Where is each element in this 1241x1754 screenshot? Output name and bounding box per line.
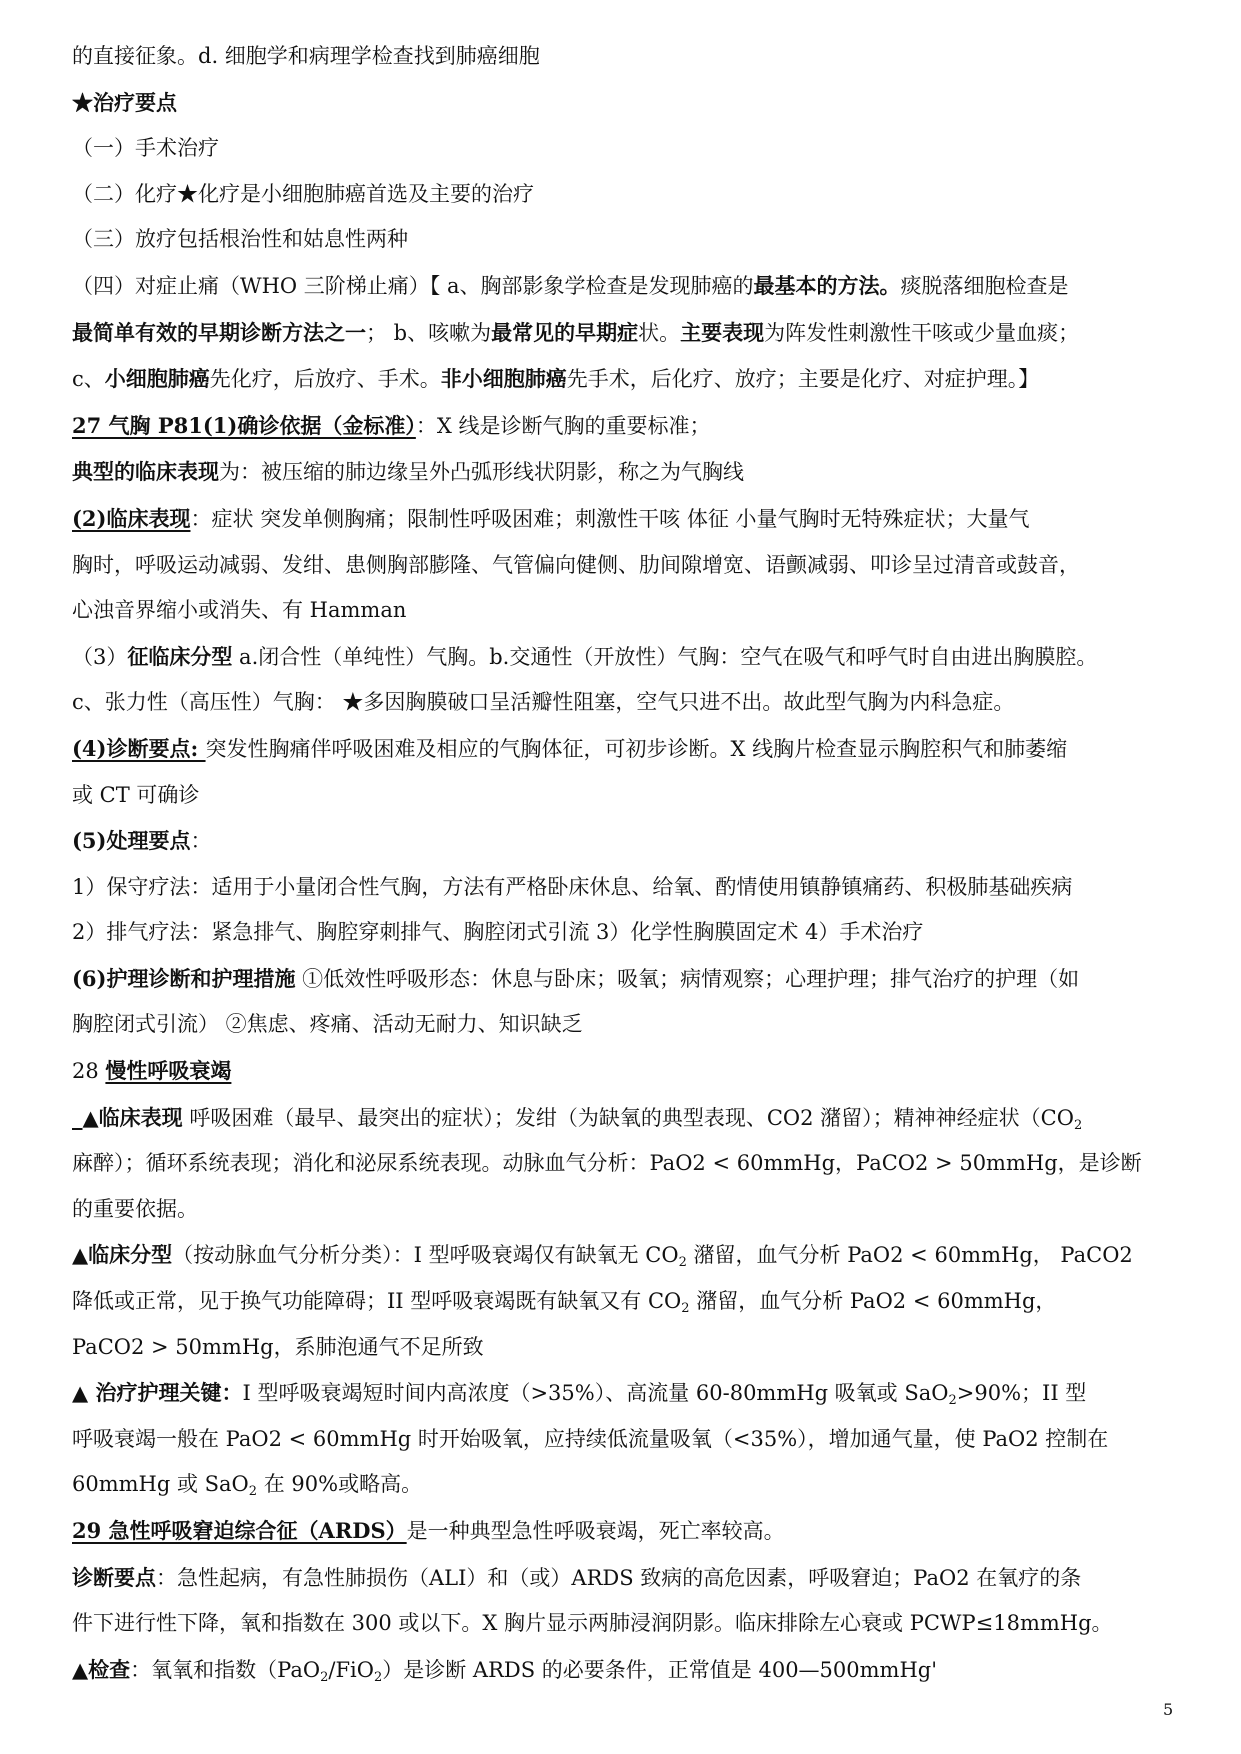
- emphasis-text: 非小细胞肺癌: [440, 366, 567, 392]
- text-segment: I 型呼吸衰竭短时间内高浓度（>35%）、高流量 60-80mmHg 吸氧或 SaO: [242, 1381, 949, 1406]
- emphasis-text: 征临床分型: [127, 643, 233, 669]
- emphasis-text: 27 气胸 P81(1)确诊依据（金标准）: [72, 412, 416, 438]
- text-segment: 或 CT 可确诊: [72, 782, 200, 807]
- text-line: [72, 1325, 1180, 1371]
- text-segment: /FiO: [328, 1657, 374, 1682]
- text-segment: 60mmHg 或 SaO: [72, 1472, 249, 1497]
- text-segment: 潴留，血气分析 PaO2 < 60mmHg， PaCO2: [686, 1243, 1133, 1268]
- text-segment: PaCO2 > 50mmHg，系肺泡通气不足所致: [72, 1334, 484, 1359]
- text-segment: 先手术，后化疗、放疗；主要是化疗、对症护理。】: [566, 367, 1040, 392]
- text-line: [72, 449, 1180, 496]
- text-segment: 为阵发性刺激性干咳或少量血痰；: [764, 320, 1080, 345]
- text-segment: c、: [72, 367, 105, 392]
- text-line: [72, 726, 1180, 773]
- subscript: 2: [948, 1393, 957, 1409]
- text-line: [72, 1647, 1180, 1694]
- subscript: 2: [373, 1669, 383, 1685]
- emphasis-text: 典型的临床表现: [72, 459, 219, 485]
- text-segment: 突发性胸痛伴呼吸困难及相应的气胸体征，可初步诊断。X 线胸片检查显示胸腔积气和肺萎缩: [205, 736, 1068, 761]
- subscript: 2: [248, 1484, 258, 1500]
- text-segment: （一）手术治疗: [72, 136, 219, 161]
- text-segment: 2）排气疗法：紧急排气、胸腔穿刺排气、胸腔闭式引流 3）化学性胸膜固定术 4）手术治疗: [72, 920, 924, 945]
- page-number: 5: [1163, 1700, 1174, 1719]
- emphasis-text: 29 急性呼吸窘迫综合征（ARDS）: [72, 1518, 407, 1543]
- text-segment: ）是诊断 ARDS 的必要条件，正常值是 400—500mmHg': [382, 1657, 937, 1682]
- text-segment: 心浊音界缩小或消失、有 Hamman: [72, 598, 407, 623]
- text-line: [72, 496, 1180, 543]
- text-line: [72, 1279, 1180, 1325]
- text-line: [72, 818, 1180, 865]
- emphasis-text: ▲临床分型: [72, 1242, 173, 1268]
- emphasis-text: (2)临床表现: [72, 505, 191, 531]
- text-line: [72, 80, 1180, 127]
- text-line: [72, 1232, 1180, 1279]
- text-segment: ：急性起病，有急性肺损伤（ALI）和（或）ARDS 致病的高危因素，呼吸窘迫；PaO2 在氧疗的条: [156, 1565, 1082, 1590]
- text-segment: a.闭合性（单纯性）气胸。b.交通性（开放性）气胸：空气在吸气和呼气时自由进出胸膜腔。: [232, 644, 1098, 669]
- emphasis-text: 小细胞肺癌: [104, 366, 210, 392]
- emphasis-text: 最基本的方法。: [753, 272, 901, 298]
- text-line: [72, 126, 1180, 172]
- text-segment: 胸腔闭式引流） ②焦虑、疼痛、活动无耐力、知识缺乏: [72, 1012, 583, 1037]
- subscript: 2: [678, 1255, 687, 1271]
- text-segment: （二）化疗★化疗是小细胞肺癌首选及主要的治疗: [72, 181, 534, 206]
- text-line: [72, 956, 1180, 1003]
- text-segment: （三）放疗包括根治性和姑息性两种: [72, 227, 408, 252]
- text-line: [72, 1002, 1180, 1048]
- text-segment: 麻醉）；循环系统表现；消化和泌尿系统表现。动脉血气分析：PaO2 < 60mmHg，PaCO2 > 50mmHg，是诊断: [72, 1151, 1142, 1176]
- text-segment: ：氧氧和指数（PaO: [130, 1657, 321, 1682]
- text-segment: （按动脉血气分析分类）：I 型呼吸衰竭仅有缺氧无 CO: [172, 1243, 679, 1268]
- emphasis-text: 最简单有效的早期诊断方法之一: [72, 319, 366, 345]
- text-segment: 1）保守疗法：适用于小量闭合性气胸，方法有严格卧床休息、给氧、酌情使用镇静镇痛药、积极肺基础疾病: [72, 874, 1073, 899]
- emphasis-text: ▲ 治疗护理关键：: [72, 1380, 243, 1406]
- text-line: [72, 1462, 1180, 1508]
- text-segment: ①低效性呼吸形态：休息与卧床；吸氧；病情观察；心理护理；排气治疗的护理（如: [295, 966, 1080, 991]
- text-segment: 为：被压缩的肺边缘呈外凸弧形线状阴影，称之为气胸线: [219, 460, 744, 485]
- text-segment: 状。: [638, 320, 681, 345]
- emphasis-text: 诊断要点: [72, 1564, 156, 1590]
- subscript: 2: [320, 1669, 329, 1685]
- text-line: [72, 543, 1180, 589]
- text-segment: >90%；II 型: [956, 1381, 1087, 1406]
- text-line: [72, 1417, 1180, 1463]
- text-segment: 胸时，呼吸运动减弱、发绀、患侧胸部膨隆、气管偏向健侧、肋间隙增宽、语颤减弱、叩诊呈过清音或鼓音，: [72, 552, 1080, 577]
- emphasis-text: 慢性呼吸衰竭: [105, 1058, 232, 1084]
- emphasis-text: (5)处理要点: [72, 828, 191, 854]
- text-segment: 潴留，血气分析 PaO2 < 60mmHg，: [689, 1289, 1057, 1314]
- text-line: [72, 865, 1180, 911]
- text-segment: 痰脱落细胞检查是: [900, 273, 1069, 298]
- emphasis-text: ★治疗要点: [72, 89, 177, 115]
- text-segment: ； b、咳嗽为: [366, 320, 492, 345]
- text-segment: 降低或正常，见于换气功能障碍；II 型呼吸衰竭既有缺氧又有 CO: [72, 1289, 682, 1314]
- text-line: [72, 1601, 1180, 1647]
- text-segment: 在 90%或略高。: [257, 1472, 423, 1497]
- text-segment: c、张力性（高压性）气胸： ★多因胸膜破口呈活瓣性阻塞，空气只进不出。故此型气胸为内科急症。: [72, 690, 1015, 715]
- text-segment: 先化疗，后放疗、手术。: [209, 367, 441, 392]
- text-line: [72, 1370, 1180, 1417]
- text-line: [72, 310, 1180, 357]
- text-line: [72, 910, 1180, 956]
- document-body: [72, 34, 1180, 1693]
- text-segment: 呼吸困难（最早、最突出的症状）；发绀（为缺氧的典型表现、CO2 潴留）；精神神经症状（CO: [182, 1105, 1074, 1130]
- text-line: [72, 172, 1180, 218]
- text-line: [72, 34, 1180, 80]
- text-segment: 呼吸衰竭一般在 PaO2 < 60mmHg 时开始吸氧，应持续低流量吸氧（<35%），增加通气量，使 PaO2 控制在: [72, 1426, 1109, 1451]
- text-line: [72, 356, 1180, 403]
- text-line: [72, 263, 1180, 310]
- text-segment: （3）: [72, 644, 128, 669]
- subscript: 2: [681, 1301, 690, 1317]
- text-line: [72, 1141, 1180, 1187]
- text-segment: 是一种典型急性呼吸衰竭，死亡率较高。: [406, 1519, 785, 1543]
- text-segment: 28: [72, 1059, 106, 1084]
- text-segment: 的重要依据。: [72, 1196, 198, 1221]
- text-segment: ：: [190, 829, 212, 854]
- text-segment: 的直接征象。d. 细胞学和病理学检查找到肺癌细胞: [72, 44, 540, 68]
- text-line: [72, 773, 1180, 819]
- emphasis-text: ▲检查: [72, 1656, 131, 1682]
- text-segment: （四）对症止痛（WHO 三阶梯止痛）【 a、胸部影象学检查是发现肺癌的: [72, 273, 754, 298]
- text-line: [72, 1508, 1180, 1555]
- text-segment: ：症状 突发单侧胸痛；限制性呼吸困难；刺激性干咳 体征 小量气胸时无特殊症状；大量气: [190, 506, 1030, 531]
- emphasis-text: (4)诊断要点:: [72, 735, 206, 761]
- text-line: [72, 217, 1180, 263]
- text-line: [72, 1187, 1180, 1233]
- text-segment: 件下进行性下降，氧和指数在 300 或以下。X 胸片显示两肺浸润阴影。临床排除左心衰或 PCWP≤18mmHg。: [72, 1611, 1113, 1636]
- text-line: [72, 1555, 1180, 1602]
- subscript: 2: [1073, 1117, 1083, 1133]
- text-line: [72, 680, 1180, 726]
- text-line: [72, 403, 1180, 450]
- emphasis-text: (6)护理诊断和护理措施: [72, 965, 296, 991]
- emphasis-text: 主要表现: [680, 319, 765, 345]
- text-line: [72, 1048, 1180, 1095]
- text-line: [72, 634, 1180, 681]
- text-line: [72, 588, 1180, 634]
- text-segment: ：X 线是诊断气胸的重要标准；: [415, 413, 711, 438]
- emphasis-text: 最常见的早期症: [491, 319, 639, 345]
- emphasis-text: _▲临床表现: [72, 1104, 183, 1130]
- text-line: [72, 1095, 1180, 1142]
